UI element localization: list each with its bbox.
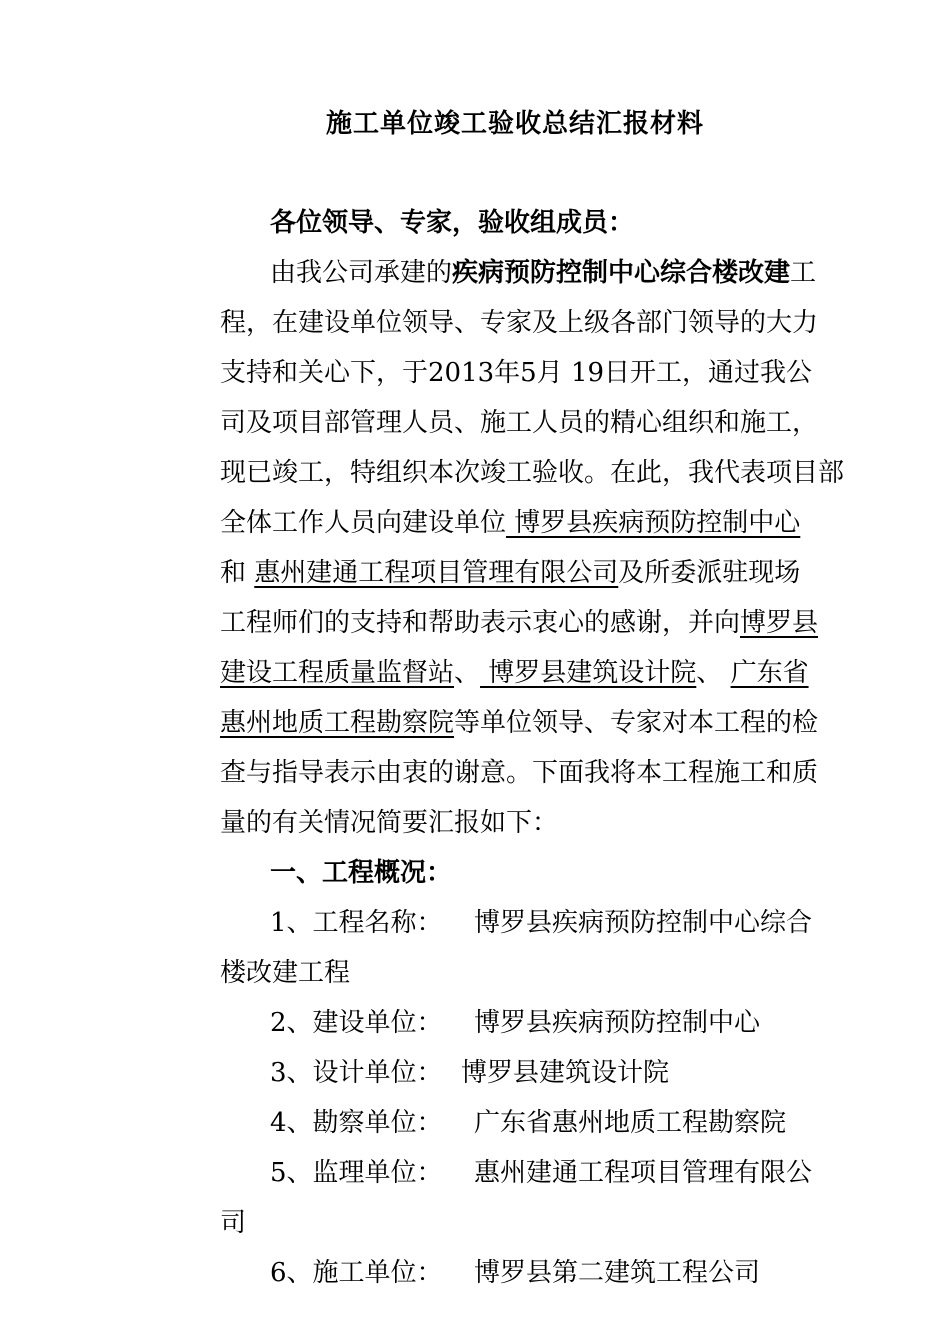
section-heading: 一、工程概况： <box>270 858 453 888</box>
body-line-6 <box>220 503 800 543</box>
document-title: 施工单位竣工验收总结汇报材料 <box>325 109 704 139</box>
overview-item-1 <box>270 903 443 943</box>
project-name-bold: 疾病预防控制中心综合楼改建 <box>452 258 791 288</box>
overview-item-4-value: 广东省惠州地质工程勘察院 <box>474 1108 787 1138</box>
body-line-1 <box>270 253 816 293</box>
body-line-3: 支持和关心下，于2013年5月 19日开工，通过我公 <box>220 358 813 388</box>
body-text: 工程师们的支持和帮助表示衷心的感谢，并向 <box>220 608 741 638</box>
body-text: 及所委派驻现场 <box>618 558 801 588</box>
body-line-2: 程，在建设单位领导、专家及上级各部门领导的大力 <box>220 308 819 338</box>
underlined-org: 广东省 <box>730 658 809 688</box>
overview-item-6: 6、施工单位： <box>270 1258 443 1288</box>
greeting: 各位领导、专家，验收组成员： <box>270 208 635 238</box>
overview-item-3: 3、设计单位： <box>270 1058 443 1088</box>
body-line-12: 量的有关情况简要汇报如下： <box>220 808 559 838</box>
overview-item-4: 4、勘察单位： <box>270 1108 443 1138</box>
body-line-7 <box>220 553 800 593</box>
overview-item-3-value: 博罗县建筑设计院 <box>461 1058 670 1088</box>
body-line-5: 现已竣工，特组织本次竣工验收。在此，我代表项目部 <box>220 458 845 488</box>
body-line-4: 司及项目部管理人员、施工人员的精心组织和施工， <box>220 408 819 438</box>
underlined-org: 惠州地质工程勘察院 <box>220 708 455 738</box>
overview-item-5: 5、监理单位： <box>270 1158 443 1188</box>
body-text: 等单位领导、专家对本工程的检 <box>454 708 819 738</box>
body-line-9 <box>220 653 809 693</box>
underlined-org: 建设工程质量监督站 <box>220 658 455 688</box>
body-text: 和 <box>220 558 255 588</box>
body-text: 全体工作人员向建设单位 <box>220 508 507 538</box>
body-text: 、 <box>454 658 481 688</box>
body-text: 工 <box>790 258 817 288</box>
underlined-org: 博罗县建筑设计院 <box>480 658 697 688</box>
body-text: 由我公司承建的 <box>270 258 453 288</box>
body-line-10 <box>220 703 818 743</box>
item-label: 1、工程名称： <box>270 908 443 938</box>
overview-item-5-value: 惠州建通工程项目管理有限公 <box>474 1158 813 1188</box>
underlined-org: 博罗县疾病预防控制中心 <box>506 508 801 538</box>
overview-item-6-value: 博罗县第二建筑工程公司 <box>474 1258 761 1288</box>
underlined-org: 惠州建通工程项目管理有限公司 <box>254 558 619 588</box>
overview-item-1-value: 博罗县疾病预防控制中心综合 <box>474 908 813 938</box>
overview-item-2-value: 博罗县疾病预防控制中心 <box>474 1008 761 1038</box>
overview-item-5-cont: 司 <box>220 1208 247 1238</box>
underlined-org: 博罗县 <box>740 608 819 638</box>
overview-item-2: 2、建设单位： <box>270 1008 443 1038</box>
body-line-8 <box>220 603 818 643</box>
body-line-11: 查与指导表示由衷的谢意。下面我将本工程施工和质 <box>220 758 819 788</box>
body-text: 、 <box>696 658 731 688</box>
overview-item-1-cont: 楼改建工程 <box>220 958 351 988</box>
